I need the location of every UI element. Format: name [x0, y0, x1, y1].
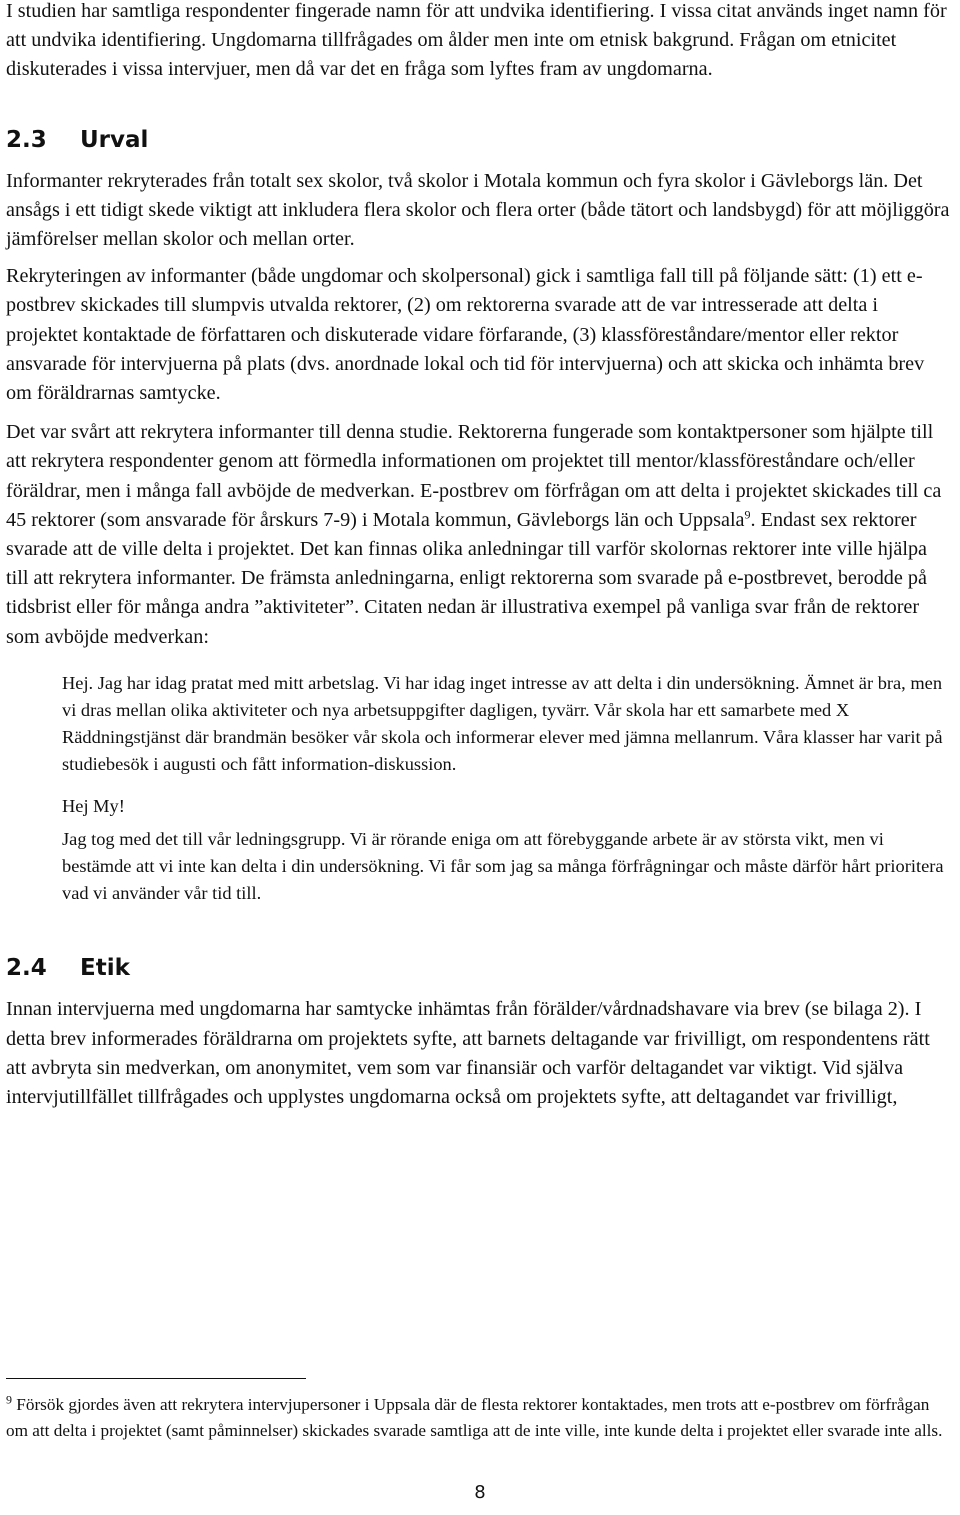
footnote-text: Försök gjordes även att rekrytera intervjupersoner i Uppsala där de flesta rektorer kontaktades, men trots att e-postbrev om förfrågan om att delta i projektet (samt påminnelser) skickades svarade samtliga att de inte ville, inte kunde delta i projektet eller svarade inte alls.: [6, 1395, 943, 1440]
footnote-marker: 9: [6, 1392, 12, 1407]
urval-paragraph-3-part-1: Det var svårt att rekrytera informanter till denna studie. Rektorerna fungerade som kontaktpersoner som hjälpte till att rekrytera respondenter genom att förmedla informationen om projektet till mentor/klassföreståndare och/eller föräldrar, men i många fall avböjde de medverkan. E-postbrev om förfrågan om att delta i projektet skickades till ca 45 rektorer (som ansvarade för årskurs 7-9) i Motala kommun, Gävleborgs län och Uppsala: [6, 421, 942, 531]
footnote-divider: [6, 1378, 306, 1379]
urval-paragraph-1: Informanter rekryterades från totalt sex skolor, två skolor i Motala kommun och fyra skolor i Gävleborgs län. Det ansågs i ett tidigt skede viktigt att inkludera flera skolor och flera orter (både tätort och landsbygd) för att möjliggöra jämförelser mellan skolor och mellan orter.: [6, 169, 950, 251]
block-quote-2-body: Jag tog med det till vår ledningsgrupp. Vi är rörande eniga om att förebyggande arbete är av största vikt, men vi bestämde att vi inte kan delta i din undersökning. Vi får som jag sa många förfrågningar och måste därför hårt prioritera vad vi använder vår tid till.: [62, 828, 944, 904]
footnote: [6, 1392, 952, 1444]
section-number: 2.3: [6, 126, 47, 153]
section-title: Etik: [80, 955, 130, 982]
section-title: Urval: [80, 126, 149, 153]
section-heading-etik: [6, 953, 954, 983]
section-heading-urval: [6, 125, 954, 155]
etik-paragraph-1: Innan intervjuerna med ungdomarna har samtycke inhämtas från förälder/vårdnadshavare via brev (se bilaga 2). I detta brev informerades föräldrarna om projektets syfte, att barnets deltagande var frivilligt, om respondentens rätt att avbryta sin medverkan, om anonymitet, vem som var finansiär och varför deltagandet var viktigt. Vid själva intervjutillfället tillfrågades och upplystes ungdomarna också om projektets syfte, att deltagandet var frivilligt,: [6, 998, 930, 1109]
section-number: 2.4: [6, 955, 47, 982]
block-quote-2-greeting: Hej My!: [62, 795, 125, 816]
urval-paragraph-2: Rekryteringen av informanter (både ungdomar och skolpersonal) gick i samtliga fall till på följande sätt: (1) ett e-postbrev skickades till slumpvis utvalda rektorer, (2) om rektorerna svarade att de var intresserade att delta i projektet kontaktade de författaren och diskuterade vidare förfarande, (3) klassföreståndare/mentor eller rektor ansvarade för intervjuerna på plats (dvs. anordnade lokal och tid för intervjuerna) och att skicka och inhämta brev om föräldrarnas samtycke.: [6, 265, 925, 405]
page-number: 8: [474, 1482, 486, 1503]
intro-paragraph: I studien har samtliga respondenter fingerade namn för att undvika identifiering. I vissa citat används inget namn för att undvika identifiering. Ungdomarna tillfrågades om ålder men inte om etnisk bakgrund. Frågan om etnicitet diskuterades i vissa intervjuer, men då var det en fråga som lyftes fram av ungdomarna.: [6, 0, 947, 81]
urval-paragraph-3: [6, 418, 954, 652]
urval-paragraph-3-part-2: . Endast sex rektorer svarade att de ville delta i projektet. Det kan finnas olika anledningar till varför skolornas rektorer inte ville hjälpa till att rekrytera informanter. De främsta anledningarna, enligt rektorerna som svarade på e-postbrevet, berodde på tidsbrist eller för många andra ”aktiviteter”. Citaten nedan är illustrativa exempel på vanliga svar från de rektorer som avböjde medverkan:: [6, 508, 928, 648]
footnote-reference[interactable]: 9: [744, 507, 751, 522]
block-quote-1: Hej. Jag har idag pratat med mitt arbetslag. Vi har idag inget intresse av att delta i din undersökning. Ämnet är bra, men vi dras mellan olika aktiviteter och nya arbetsuppgifter dagligen, tyvärr. Vår skola har ett samarbete med X Räddningstjänst där brandmän besöker vår skola och informerar elever med jämna mellanrum. Våra klasser har varit på studiebesök i augusti och fått information-diskussion.: [62, 672, 943, 775]
